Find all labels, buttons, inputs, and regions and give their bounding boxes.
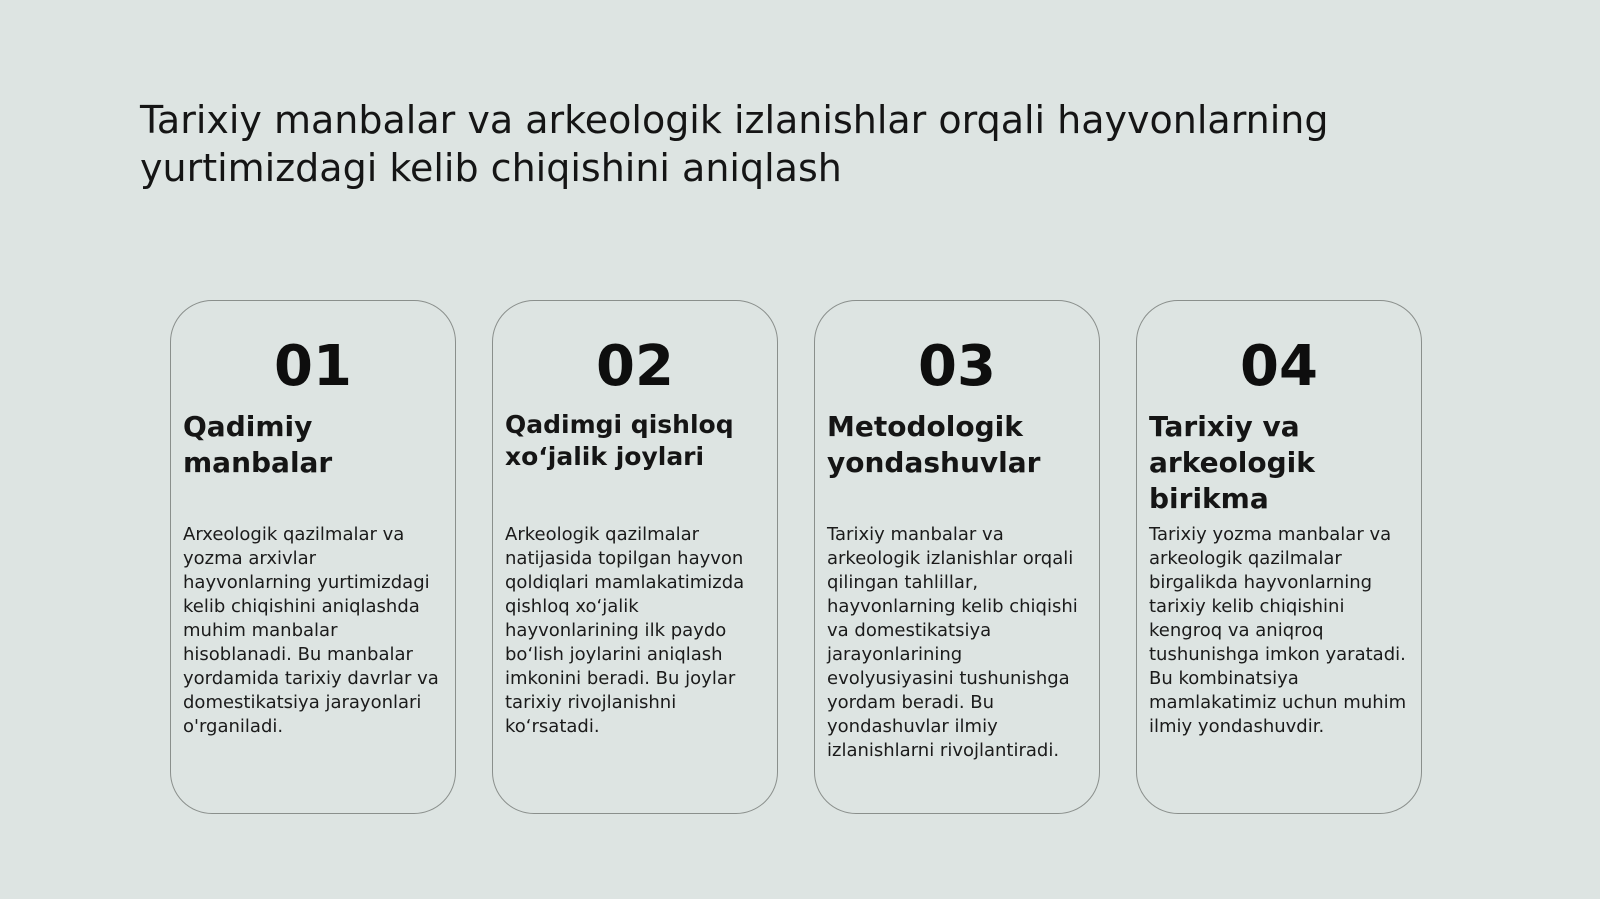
card-number: 01 — [274, 334, 352, 399]
card-body: Arxeologik qazilmalar va yozma arxivlar hayvonlarning yurtimizdagi kelib chiqishini aniqlashda muhim manbalar hisoblanadi. Bu manbalar yordamida tarixiy davrlar va domestikatsiya jarayonlari o'rganiladi. — [183, 524, 439, 737]
card-heading: Qadimiy manbalar — [183, 410, 333, 479]
card-number: 03 — [918, 334, 996, 399]
card-number: 04 — [1240, 334, 1318, 399]
card-1 — [170, 300, 456, 814]
card-heading: Metodologik yondashuvlar — [827, 410, 1041, 479]
card-4 — [1136, 300, 1422, 814]
card-body: Tarixiy yozma manbalar va arkeologik qazilmalar birgalikda hayvonlarning tarixiy kelib chiqishini kengroq va aniqroq tushunishga imkon yaratadi. Bu kombinatsiya mamlakatimiz uchun muhim ilmiy yondashuvdir. — [1149, 524, 1407, 737]
card-2 — [492, 300, 778, 814]
card-heading: Tarixiy va arkeologik birikma — [1149, 410, 1315, 515]
slide-title: Tarixiy manbalar va arkeologik izlanishlar orqali hayvonlarning yurtimizdagi kelib chiqishini aniqlash — [140, 98, 1329, 190]
card-heading: Qadimgi qishloq xo‘jalik joylari — [505, 410, 734, 471]
card-body: Arkeologik qazilmalar natijasida topilgan hayvon qoldiqlari mamlakatimizda qishloq xo‘jalik hayvonlarining ilk paydo bo‘lish joylarini aniqlash imkonini beradi. Bu joylar tarixiy rivojlanishni ko‘rsatadi. — [505, 524, 745, 737]
card-body: Tarixiy manbalar va arkeologik izlanishlar orqali qilingan tahlillar, hayvonlarning kelib chiqishi va domestikatsiya jarayonlarining evolyusiyasini tushunishga yordam beradi. Bu yondashuvlar ilmiy izlanishlarni rivojlantiradi. — [827, 524, 1078, 761]
card-number: 02 — [596, 334, 674, 399]
cards-row — [170, 300, 1422, 814]
card-3 — [814, 300, 1100, 814]
